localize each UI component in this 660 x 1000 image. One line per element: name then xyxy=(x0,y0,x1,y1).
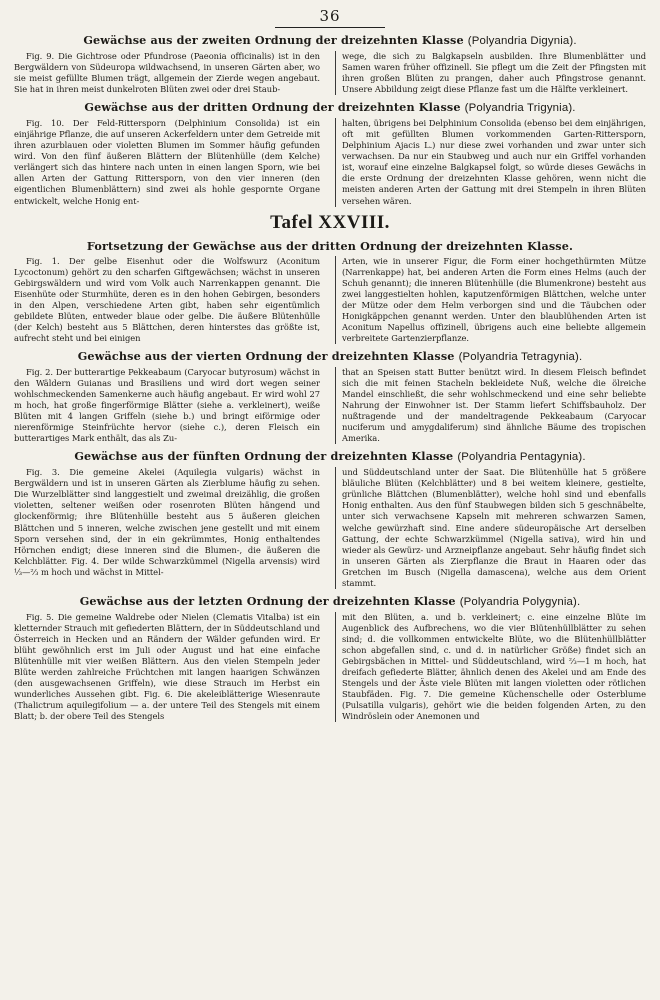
right-column xyxy=(335,118,646,206)
paragraph: Fig. 2. Der butterartige Pekkeabaum (Caryocar butyrosum) wächst in den Wäldern Guianas und Brasiliens und wird dort wegen seiner wohlschmeckenden Samenkerne auch häufig angebaut. Er wird wohl 27 m hoch, hat große fingerförmige Blätter (siehe a. verkleinert), weiße Blüten mit 4 langen Griffeln (siehe b.) und bringt eiförmige oder nierenförmige Steinfrüchte hervor (siehe c.), deren Fleisch ein butterartiges Mark enthält, das als Zu- xyxy=(14,366,320,444)
paragraph: und Süddeutschland unter der Saat. Die Blütenhülle hat 5 größere bläuliche Blüten (Kelchblätter) und 8 bei weitem kleinere, gestielte, grünliche Blättchen (Blumenblätter), welche hohl sind und ebenfalls Honig enthalten. Aus den fünf Staubwegen bilden sich 5 geschnäbelte, unter sich verwachsene Kapseln mit mehreren schwarzen Samen, welche gewürzhaft sind. Eine andere südeuropäische Art derselben Gattung, der echte Schwarzkümmel (Nigella sativa), wird hin und wieder als Gewürz- und Arzneipflanze angebaut. Sehr häufig findet sich in unseren Gärten als Zierpflanze die Braut in Haaren oder das Gretchen im Busch (Nigella damascena), welche aus dem Orient stammt. xyxy=(342,467,646,588)
heading-text: Gewächse aus der zweiten Ordnung der dreizehnten Klasse xyxy=(83,33,464,47)
heading-text: Fortsetzung der Gewächse aus der dritten Ordnung der dreizehnten Klasse. xyxy=(86,238,574,253)
paragraph: wege, die sich zu Balgkapseln ausbilden. Ihre Blumenblätter und Samen waren früher offizinell. Sie pflegt um die Zeit der Pfingsten mit ihren großen Blüten zu prangen, daher auch Pfingstrose genannt. Unsere Abbildung zeigt diese Pflanze fast um die Hälfte verkleinert. xyxy=(342,51,646,95)
paragraph: Fig. 5. Die gemeine Waldrebe oder Nielen (Clematis Vitalba) ist ein kletternder Strauch mit gefiederten Blättern, der in Süddeutschland und Österreich in Hecken und an Rändern der Wälder gefunden wird. Er blüht gewöhnlich erst im Juli oder August und hat eine einfache Blütenhülle mit vier weißen Blättern. Aus den vielen Stempeln jeder Blüte werden zahlreiche Früchtchen mit langen haarigen Schwänzen (den ausgewachsenen Griffeln), wie diese Strauch im Herbst ein wunderliches Aussehen gibt. Fig. 6. Die akeleiblätterige Wiesenraute (Thalictrum aquilegifolium — a. der untere Teil des Stengels mit einem Blatt; b. der obere Teil des Stengels xyxy=(14,611,320,722)
plate-title: Tafel XXVIII. xyxy=(270,211,390,233)
heading-latin: (Polyandria Digynia). xyxy=(467,35,577,47)
two-columns xyxy=(14,367,646,444)
heading-text: Gewächse aus der letzten Ordnung der dreizehnten Klasse xyxy=(79,593,456,608)
heading-latin: (Polyandria Tetragynia). xyxy=(458,350,583,363)
section-heading xyxy=(14,594,646,609)
heading-text: Gewächse aus der vierten Ordnung der dreizehnten Klasse xyxy=(77,348,455,363)
two-columns xyxy=(14,118,646,206)
page-number: 36 xyxy=(275,7,384,28)
paragraph: that an Speisen statt Butter benützt wird. In diesem Fleisch befindet sich die mit feinen Stacheln bekleidete Nuß, welche die ölreiche Mandel einschließt, die sehr wohlschmeckend und eine sehr beliebte Nahrung der Einwohner ist. Der Stamm liefert Schiffsbauholz. Der nußtragende und der mandeltragende Pekkeabaum (Caryocar nuciferum und amygdaliferum) sind ähnliche Bäume des tropischen Amerika. xyxy=(342,366,646,444)
paragraph: halten, übrigens bei Delphinium Consolida (ebenso bei dem einjährigen, oft mit gefüllten Blumen vorkommenden Garten-Rittersporn, Delphinium Ajacis L.) nur diese zwei vorhanden und zwar unter sich verwachsen. Da nur ein Staubweg und auch nur ein Griffel vorhanden ist, worauf eine einzelne Balgkapsel folgt, so würde dieses Gewächs in die erste Ordnung der dreizehnten Klasse gehören, wenn nicht die meisten anderen Arten der Gattung mit drei Stempeln in ihren Blüten versehen wären. xyxy=(342,118,646,206)
section-heading xyxy=(14,100,646,115)
paragraph: Fig. 9. Die Gichtrose oder Pfundrose (Paeonia officinalis) ist in den Bergwäldern von Südeuropa wildwachsend, in unseren Gärten aber, wo sie meist gefüllte Blumen trägt, allgemein der Zierde wegen angebaut. Sie hat in ihren meist dunkelroten Blüten zwei oder drei Staub- xyxy=(14,51,320,95)
left-column xyxy=(14,51,320,95)
page-header xyxy=(14,6,646,28)
paragraph: Fig. 10. Der Feld-Rittersporn (Delphinium Consolida) ist ein einjährige Pflanze, die auf unseren Ackerfeldern unter dem Getreide mit ihren azurblauen oder violetten Blumen im Sommer häufig gefunden wird. Von den fünf äußeren Blättern der Blütenhülle (dem Kelche) verlängert sich das hintere nach unten in einen langen Sporn, wie bei allen Arten der Gattung Rittersporn, von den vier inneren (den eigentlichen Blumenblättern) sind zwei als hohle gespornte Organe entwickelt, welche Honig ent- xyxy=(14,118,320,206)
two-columns xyxy=(14,256,646,344)
section-pentagynia xyxy=(14,449,646,589)
section-digynia xyxy=(14,33,646,95)
left-column xyxy=(14,367,320,444)
paragraph: mit den Blüten, a. und b. verkleinert; c. eine einzelne Blüte im Augenblick des Aufbrechens, wo die vier Blütenhüllblätter zu sehen sind; d. die vollkommen entwickelte Blüte, wo die Blütenhüllblätter schon abgefallen sind, c. und d. in natürlicher Größe) findet sich an Gebirgsbächen in Mittel- und Süddeutschland, wird ⅔—1 m hoch, hat dreifach gefiederte Blätter, ähnlich denen des Akelei und am Ende des Stengels und der Äste viele Blüten mit langen violetten oder rötlichen Staubfäden. Fig. 7. Die gemeine Küchenschelle oder Osterblume (Pulsatilla vulgaris), gehört wie die beiden folgenden Arten, zu den Windröslein oder Anemonen und xyxy=(342,611,646,722)
two-columns xyxy=(14,51,646,95)
section-heading xyxy=(14,449,646,464)
section-heading xyxy=(14,239,646,253)
heading-latin: (Polyandria Pentagynia). xyxy=(457,451,586,464)
section-polygynia xyxy=(14,594,646,722)
paragraph: Fig. 1. Der gelbe Eisenhut oder die Wolfswurz (Aconitum Lycoctonum) gehört zu den scharfen Giftgewächsen; wächst in unseren Gebirgswäldern und wird vom Volk auch Narrenkappen genannt. Die Eisenhüte oder Sturmhüte, deren es in den hohen Gebirgen, besonders in den Alpen, verschiedene Arten gibt, haben sehr eigentümlich gebildete Blüten, entweder blaue oder gelbe. Die äußere Blütenhülle (der Kelch) besteht aus 5 Blättchen, deren hinterstes das größte ist, aufrecht steht und bei einigen xyxy=(14,255,320,343)
right-column xyxy=(335,256,646,344)
section-heading xyxy=(14,349,646,364)
two-columns xyxy=(14,612,646,722)
paragraph: Arten, wie in unserer Figur, die Form einer hochgethürmten Mütze (Narrenkappe) hat, bei anderen Arten die Form eines Helms (auch der Schuh genannt); die inneren Blütenhülle (die Blumenkrone) besteht aus zwei langgestielten hohlen, kaputzenförmigen Blättchen, welche unter der Mütze oder dem Helm verborgen sind und die Täubchen oder Honigkäppchen genannt werden. Unter den blaublühenden Arten ist Aconitum Napellus offizinell, übrigens auch eine beliebte allgemein verbreitete Gartenzierpflanze. xyxy=(342,255,646,343)
left-column xyxy=(14,256,320,344)
section-heading xyxy=(14,33,646,48)
right-column xyxy=(335,51,646,95)
right-column xyxy=(335,367,646,444)
section-tetragynia xyxy=(14,349,646,444)
section-trigynia-continued xyxy=(14,239,646,344)
right-column xyxy=(335,612,646,722)
left-column xyxy=(14,118,320,206)
heading-latin: (Polyandria Trigynia). xyxy=(464,102,576,115)
left-column xyxy=(14,467,320,589)
heading-text: Gewächse aus der dritten Ordnung der dreizehnten Klasse xyxy=(84,100,461,115)
two-columns xyxy=(14,467,646,589)
paragraph: Fig. 3. Die gemeine Akelei (Aquilegia vulgaris) wächst in Bergwäldern und ist in unseren Gärten als Zierblume häufig zu sehen. Die Wurzelblätter sind langgestielt und zweimal dreizählig, die großen violetten, seltener weißen oder rosenroten Blüten hängend und glockenförmig; ihre Blütenhülle besteht aus 5 äußeren gleichen Blättchen und 5 inneren, welche zwischen jene gestellt und mit einem Sporn versehen sind, der in ein gekrümmtes, Honig enthaltendes Hörnchen endigt; diese inneren sind die Blumen-, die äußeren die Kelchblätter. Fig. 4. Der wilde Schwarzkümmel (Nigella arvensis) wird ⅓—⅔ m hoch und wächst in Mittel- xyxy=(14,467,320,577)
section-trigynia xyxy=(14,100,646,206)
left-column xyxy=(14,612,320,722)
right-column xyxy=(335,467,646,589)
heading-text: Gewächse aus der fünften Ordnung der dreizehnten Klasse xyxy=(74,449,454,464)
heading-latin: (Polyandria Polygynia). xyxy=(459,595,581,608)
